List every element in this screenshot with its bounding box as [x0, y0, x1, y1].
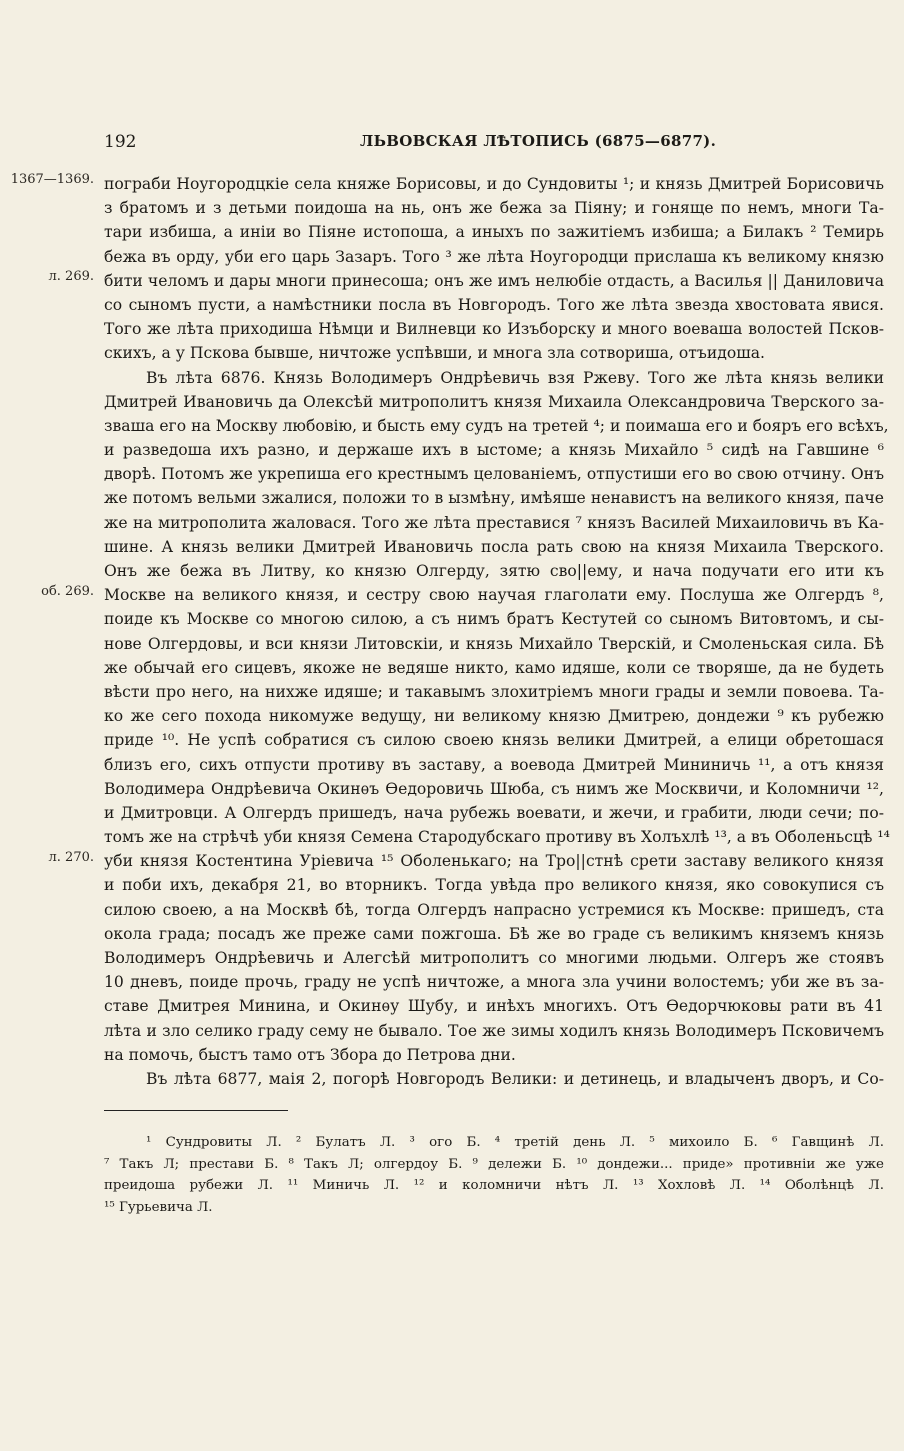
text-line: скихъ, а у Пскова бывше, ничтоже успѣвши, и многа зла сотвориша, отъидоша.: [104, 344, 765, 363]
margin-note-folio: л. 269.: [48, 269, 94, 284]
chronicle-text: [104, 172, 890, 1091]
text-line: бити челомъ и дары многи принесоша; онъ же имъ нелюбіе отдасть, а Василья || Даниловича: [104, 271, 884, 290]
text-line: дворѣ. Потомъ же укрепиша его крестнымъ целованіемъ, отпустиши его во свою отчину. Онъ: [104, 465, 884, 484]
text-line: и Дмитровци. А Олгердъ пришедъ, нача рубежь воевати, и жечи, и грабити, люди сечи; по-: [104, 803, 884, 822]
text-line: пограби Ноугородцкіе села княже Борисовы, и до Сундовиты ¹; и князь Дмитрей Борисовичь: [104, 175, 884, 193]
text-line: Москве на великого князя, и сестру свою научая глаголати ему. Послуша же Олгердъ ⁸,: [104, 586, 884, 605]
text-line: зваша его на Москву любовію, и бысть ему судъ на третей ⁴; и поимаша его и бояръ его всѣхъ,: [104, 416, 889, 435]
text-line: з братомъ и з детьми поидоша на нь, онъ же бежа за Піяну; и гоняще по немъ, многи Та-: [104, 199, 884, 218]
footnote-line: ¹⁵ Гурьевича Л.: [104, 1199, 213, 1215]
text-line: и разведоша ихъ разно, и держаше ихъ в ыстоме; а князь Михайло ⁵ сидѣ на Гавшине ⁶: [104, 441, 884, 460]
text-line: уби князя Костентина Уріевича ¹⁵ Оболенькаго; на Тро||стнѣ срети заставу великого князя: [104, 852, 884, 871]
footnote-line: ⁷ Такъ Л; престави Б. ⁸ Такъ Л; олгердоу Б. ⁹ дележи Б. ¹⁰ дондежи... приде» противніи же уже: [104, 1156, 884, 1172]
text-line-wrapped: лѣта и зло селико граду сему не бывало. Тое же зимы ходилъ князь Володимеръ Псковичемъ на помочь, быстъ тамо отъ Збора до Петрова дни.: [104, 1021, 884, 1064]
text-line: же на митрополита жаловася. Того же лѣта преставися ⁷ князъ Василей Михаиловичь въ Ка-: [104, 513, 884, 532]
text-line: тари избиша, а иніи во Піяне истопоша, а иныхъ по зажитіемъ избиша; а Билакъ ² Темирь: [104, 223, 884, 242]
running-title: ЛЬВОВСКАЯ ЛѢТОПИСЬ (6875—6877).: [360, 132, 717, 150]
paragraph-start-line: Въ лѣта 6876. Князь Володимеръ Ондрѣевичь взя Ржеву. Того же лѣта князь велики: [146, 368, 884, 387]
text-line: Володимеръ Ондрѣевичь и Алегсѣй митрополитъ со многими людьми. Олгеръ же стоявъ: [104, 949, 884, 967]
text-line: же обычай его сицевъ, якоже не ведяше никто, камо идяше, коли се творяше, да не будеть: [104, 658, 884, 677]
footnote-line: ¹ Сундровиты Л. ² Булатъ Л. ³ ого Б. ⁴ третій день Л. ⁵ михоило Б. ⁶ Гавщинѣ Л.: [146, 1135, 884, 1150]
text-line: силою своею, а на Москвѣ бѣ, тогда Олгердъ напрасно устремися къ Москве: пришедъ, ста: [104, 900, 884, 919]
page-number: 192: [104, 132, 137, 152]
text-line: же потомъ вельми зжалися, положи то в ызмѣну, имѣяше ненавистъ на великого князя, паче: [104, 489, 884, 508]
footnote-line: преидоша рубежи Л. ¹¹ Миничь Л. ¹² и коломничи нѣтъ Л. ¹³ Хохловѣ Л. ¹⁴ Оболѣнцѣ Л.: [104, 1178, 884, 1193]
footnotes: [104, 1132, 884, 1218]
paragraph-start-line: Въ лѣта 6877, маія 2, погорѣ Новгородъ Велики: и детинець, и владыченъ дворъ, и Со-: [146, 1069, 884, 1088]
text-line: и поби ихъ, декабря 21, во вторникъ. Тогда увѣда про великого князя, яко совокупися съ: [104, 876, 884, 895]
text-line: Онъ же бежа въ Литву, ко князю Олгерду, зятю сво||ему, и нача подучати его ити къ: [104, 562, 884, 580]
text-line: ко же сего похода никомуже ведущу, ни великому князю Дмитрею, дондежи ⁹ къ рубежю: [104, 707, 884, 726]
text-line: бежа въ орду, уби его царь Зазаръ. Того ³ же лѣта Ноугородци прислаша къ великому князю: [104, 247, 884, 266]
margin-note-folio: л. 270.: [48, 850, 94, 865]
text-line: окола града; посадъ же преже сами пожгоша. Бѣ же во граде съ великимъ княземъ князь: [104, 924, 884, 943]
text-line: Володимера Ондрѣевича Окинѳъ Ѳедоровичь Шюба, съ нимъ же Москвичи, и Коломничи ¹²,: [104, 779, 884, 798]
text-line: поиде къ Москве со многою силою, а съ нимъ братъ Кестутей со сыномъ Витовтомъ, и сы-: [104, 610, 884, 629]
text-line: томъ же на стрѣчѣ уби князя Семена Стародубскаго противу въ Холъхлѣ ¹³, а въ Оболеньсцѣ ¹⁴: [104, 828, 890, 847]
margin-note-years: 1367—1369.: [10, 172, 94, 187]
text-line: 10 дневъ, поиде прочь, граду не успѣ ничтоже, а многа зла учини волостемъ; уби же въ за-: [104, 973, 884, 992]
text-line: шине. А князь велики Дмитрей Ивановичь посла рать свою на князя Михаила Тверского.: [104, 537, 884, 556]
page-header: [0, 132, 904, 156]
text-line: Того же лѣта приходиша Нѣмци и Вилневци ко Изъборску и много воеваша волостей Псков-: [104, 320, 884, 339]
text-line: Дмитрей Ивановичь да Олексѣй митрополитъ князя Михаила Олександровича Тверского за-: [104, 392, 884, 411]
text-line: нове Олгердовы, и вси князи Литовскіи, и князь Михайло Тверскій, и Смоленьская сила. Бѣ: [104, 634, 884, 653]
text-line: вѣсти про него, на нихже идяше; и такавымъ злохитріемъ многи грады и земли повоева. Та-: [104, 682, 884, 701]
text-line: со сыномъ пусти, а намѣстники посла въ Новгородъ. Того же лѣта звезда хвостовата явися.: [104, 295, 884, 314]
text-line: ставе Дмитрея Минина, и Окинѳу Шубу, и инѣхъ многихъ. Отъ Ѳедорчюковы рати въ 41: [104, 997, 884, 1016]
footnote-separator: [104, 1110, 288, 1111]
margin-note-folio-verso: об. 269.: [41, 584, 94, 599]
text-line: приде ¹⁰. Не успѣ собратися съ силою своею князь велики Дмитрей, а елици обретошася: [104, 731, 884, 750]
text-line: близъ его, сихъ отпусти противу въ заставу, а воевода Дмитрей Мининичь ¹¹, а отъ князя: [104, 755, 884, 774]
